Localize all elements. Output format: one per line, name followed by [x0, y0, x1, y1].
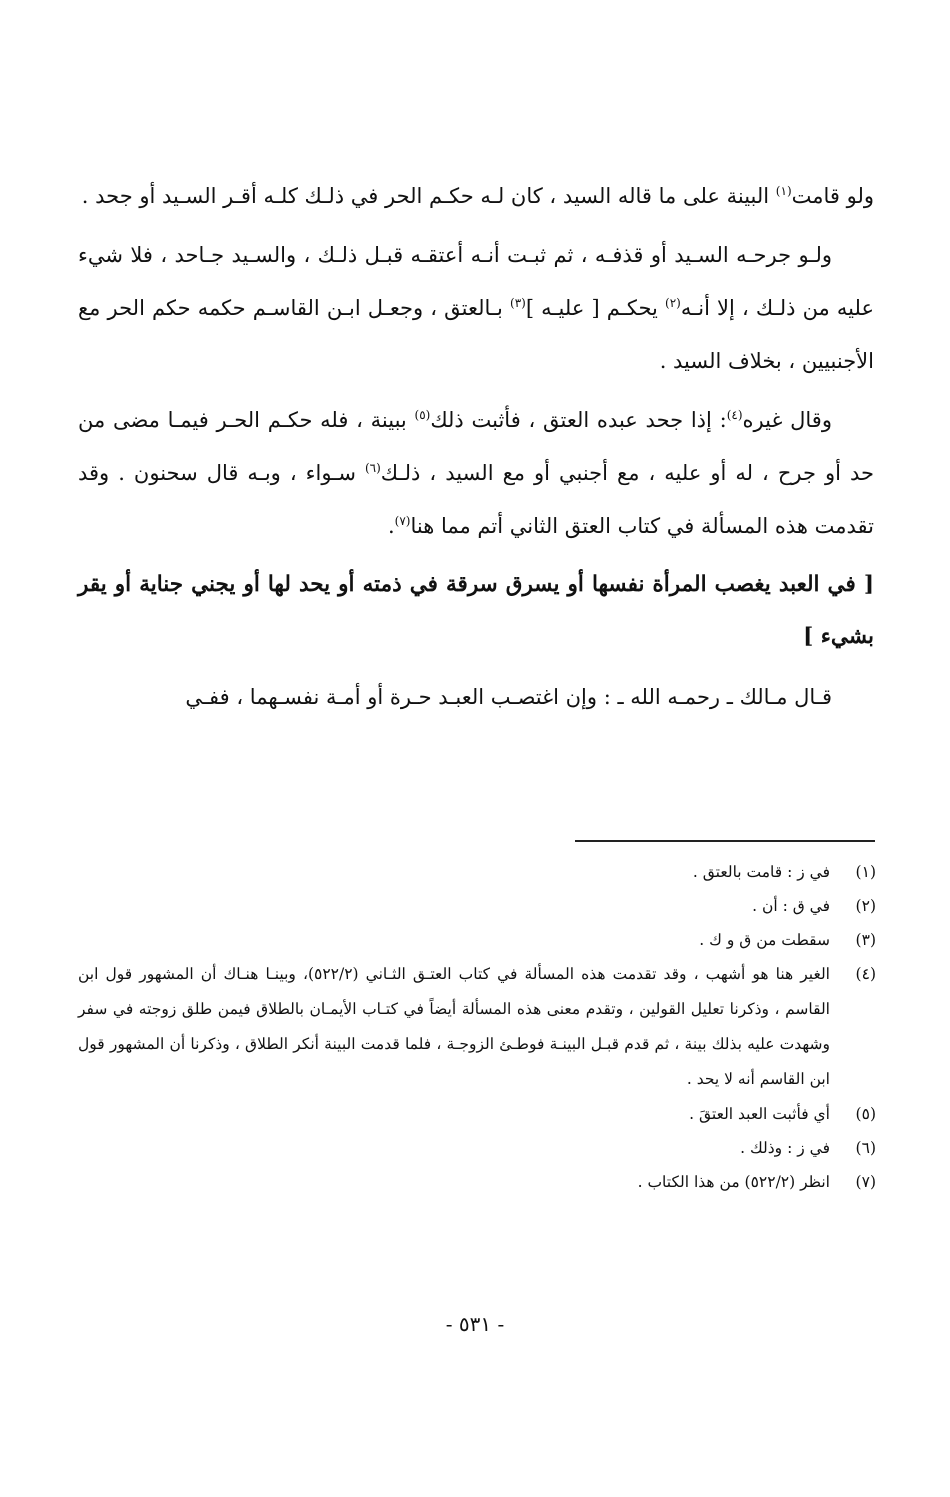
text-run: سـواء ، وبـه قال سحنون . وقد تقدمت هذه المسألة في كتاب العتق الثاني أتم مما هنا	[78, 461, 874, 538]
footnote-4	[78, 957, 876, 1097]
footnote-ref-6: (٦)	[364, 461, 381, 475]
text-run: ولـو جرحـه السـيد أو قذفـه ، ثم ثبـت أنـه أعتقـه قبـل ذلـك ، والسـيد جـاحد ، فلا شيء عليه من ذلـك ، إلا أنـه	[78, 243, 874, 320]
footnotes	[78, 855, 876, 1199]
footnote-ref-2: (٢)	[665, 296, 681, 310]
footnote-6	[78, 1131, 876, 1165]
footnote-ref-3: (٣)	[510, 296, 526, 310]
footnote-text: انظر (٥٢٢/٢) من هذا الكتاب .	[637, 1173, 830, 1191]
paragraph-1	[78, 170, 874, 223]
main-text	[78, 170, 874, 724]
footnote-text: سقطت من ق و ك .	[699, 931, 830, 949]
footnote-ref-7: (٧)	[394, 514, 411, 528]
text-run: .	[387, 514, 395, 538]
footnote-text: أي فأثبت العبد العتقَ .	[689, 1105, 830, 1123]
paragraph-4: قـال مـالك ـ رحمـه الله ـ : وإن اغتصـب العبـد حـرة أو أمـة نفسـهما ، ففـي	[185, 685, 832, 709]
text-run: : إذا جحد عبده العتق ، فأثبت ذلك	[430, 408, 727, 432]
footnote-number: (٢)	[855, 897, 876, 915]
footnote-5	[78, 1097, 876, 1131]
footnote-1	[78, 855, 876, 889]
footnote-number: (٧)	[855, 1173, 876, 1191]
footnote-number: (١)	[855, 863, 876, 881]
footnote-number: (٥)	[855, 1105, 876, 1123]
text-run: وقال غيره	[742, 408, 832, 432]
footnote-number: (٤)	[855, 965, 876, 983]
footnote-text: الغير هنا هو أشهب ، وقد تقدمت هذه المسألة في كتاب العتـق الثـاني (٥٢٢/٢)، وبينـا هنـاك أن المشهور قول ابن القاسم ، وذكرنا تعليل القولين ، وتقدم معنى هذه المسألة أيضاً في كتـاب الأيمـان بالطلاق فيمن طلق زوجته في سفر وشهدت عليه بذلك بينة ، ثم قدم قبـل البينـة فوطـئ الزوجـة ، فلما قدمت البينة أنكر الطلاق ، وذكرنا أن المشهور قول ابن القاسم أنه لا يحد .	[78, 965, 830, 1088]
text-run: بـالعتق ، وجعـل ابـن القاسـم حكمه حكم الحر مع الأجنبيين ، بخلاف السيد .	[78, 296, 874, 373]
footnote-number: (٦)	[855, 1139, 876, 1157]
section-heading: [ في العبد يغصب المرأة نفسها أو يسرق سرقة في ذمته أو يحد لها أو يجني جناية أو يقر بشيء ]	[78, 572, 874, 649]
text-run: ولو قامت	[791, 184, 874, 208]
footnote-ref-5: (٥)	[414, 408, 431, 422]
footnote-3	[78, 923, 876, 957]
footnote-text: في ق : أن .	[752, 897, 830, 915]
paragraph-2	[78, 229, 874, 388]
footnote-text: في ز : وذلك .	[740, 1139, 830, 1157]
paragraph-3	[78, 394, 874, 553]
footnote-divider	[575, 840, 875, 842]
footnote-2	[78, 889, 876, 923]
footnote-text: في ز : قامت بالعتق .	[692, 863, 830, 881]
footnote-number: (٣)	[855, 931, 876, 949]
footnote-7	[78, 1165, 876, 1199]
text-run: يحكـم [ عليـه ]	[525, 296, 666, 320]
text-run: ببينة ، فله حكـم الحـر فيمـا مضى من حد أو جرح ، له أو عليه ، مع أجنبي أو مع السيد ، ذلـك	[78, 408, 874, 485]
page-number: - ٥٣١ -	[445, 1312, 505, 1336]
text-run: البينة على ما قاله السيد ، كان لـه حكـم الحر في ذلـك كلـه أقـر السـيد أو جحد .	[81, 184, 776, 208]
footnote-ref-4: (٤)	[726, 408, 743, 422]
footnote-ref-1: (١)	[775, 184, 792, 198]
